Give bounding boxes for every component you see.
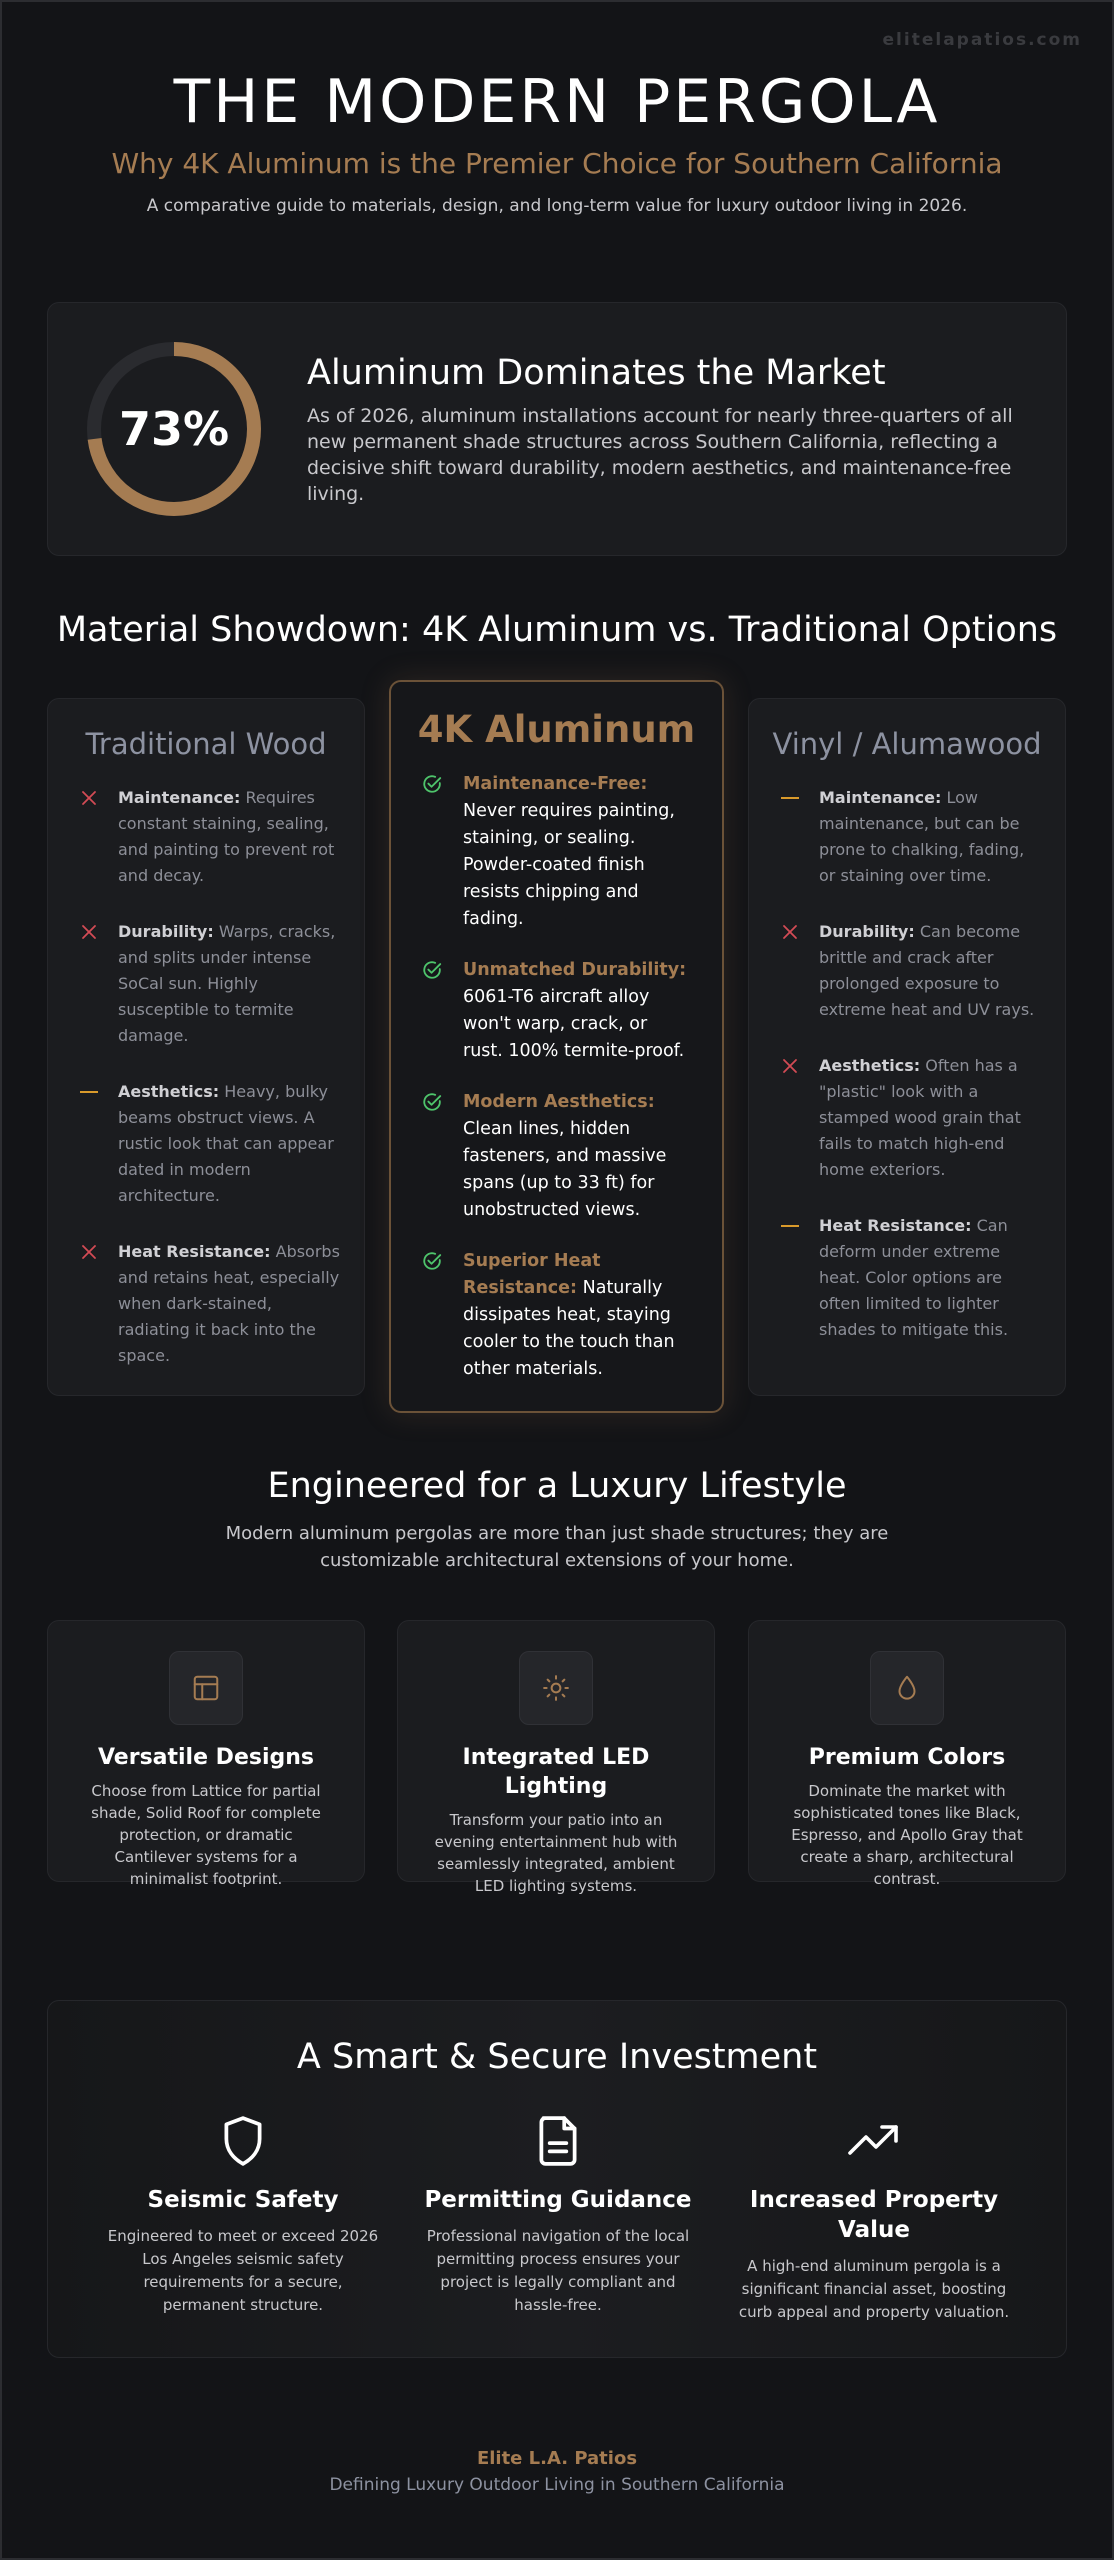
page-intro: A comparative guide to materials, design, and long-term value for luxury outdoor living in 2026.	[146, 196, 968, 216]
comparison-item-text: Requires constant staining, sealing, and painting to prevent rot and decay.	[118, 788, 335, 885]
comparison-item	[48, 1079, 364, 1209]
comparison-item	[749, 1053, 1065, 1183]
comparison-item-label: Maintenance:	[819, 788, 942, 807]
market-share-label: 73%	[118, 402, 230, 456]
investment-item-text: Professional navigation of the local permitting process ensures your project is legally compliant and hassle-free.	[426, 2227, 690, 2314]
comparison-item	[749, 1213, 1065, 1343]
shield-icon	[93, 2111, 393, 2171]
sun-icon	[519, 1651, 593, 1725]
feature-card-colors	[748, 1620, 1066, 1888]
trending-up-icon	[724, 2111, 1024, 2171]
footer-tagline: Defining Luxury Outdoor Living in Southern California	[329, 2475, 785, 2495]
investment-title: A Smart & Secure Investment	[296, 2037, 818, 2077]
comparison-item-label: Durability:	[819, 922, 915, 941]
comparison-item-label: Unmatched Durability:	[463, 960, 687, 980]
comparison-item-label: Heat Resistance:	[819, 1216, 972, 1235]
investment-property-value	[724, 2111, 1024, 2324]
comparison-item-text: Heavy, bulky beams obstruct views. A rustic look that can appear dated in modern architecture.	[118, 1082, 334, 1205]
feature-text: Dominate the market with sophisticated tones like Black, Espresso, and Apollo Gray that create a sharp, architectural contrast.	[791, 1782, 1023, 1888]
investment-item-title: Permitting Guidance	[424, 2187, 692, 2213]
vinyl-card-title: Vinyl / Alumawood	[772, 727, 1042, 761]
feature-card-lighting	[397, 1620, 715, 1895]
comparison-item-text: Absorbs and retains heat, especially when dark-stained, radiating it back into the space.	[118, 1242, 340, 1365]
aluminum-card	[389, 680, 724, 1413]
feature-text: Choose from Lattice for partial shade, Solid Roof for complete protection, or dramatic Cantilever systems for a minimalist footprint.	[91, 1782, 321, 1888]
dash-icon	[779, 785, 801, 811]
investment-permitting	[408, 2111, 708, 2317]
comparison-item	[48, 785, 364, 889]
cross-icon	[779, 919, 801, 945]
aluminum-card-title: 4K Aluminum	[417, 708, 696, 751]
comparison-item-text: Low maintenance, but can be prone to chalking, fading, or staining over time.	[819, 788, 1025, 885]
stat-body: As of 2026, aluminum installations account for nearly three-quarters of all new permanent shade structures across Southern California, reflecting a decisive shift toward durability, modern aesthetics, and maintenance-free living.	[307, 405, 1013, 505]
footer-brand: Elite L.A. Patios	[476, 2448, 638, 2469]
site-domain: elitelapatios.com	[882, 30, 1082, 50]
comparison-item-text: Can deform under extreme heat. Color options are often limited to lighter shades to mitigate this.	[819, 1216, 1009, 1339]
feature-title: Premium Colors	[808, 1745, 1006, 1770]
comparison-item-label: Modern Aesthetics:	[463, 1092, 655, 1112]
comparison-item-label: Aesthetics:	[819, 1056, 921, 1075]
page-subtitle: Why 4K Aluminum is the Premier Choice for Southern California	[111, 147, 1003, 180]
investment-seismic	[93, 2111, 393, 2317]
lifestyle-subtitle: Modern aluminum pergolas are more than just shade structures; they are customizable architectural extensions of your home.	[225, 1523, 889, 1571]
page-title: THE MODERN PERGOLA	[173, 67, 941, 137]
cross-icon	[78, 919, 100, 945]
page-footer	[0, 2448, 1114, 2495]
comparison-item	[391, 1248, 722, 1383]
cross-icon	[78, 785, 100, 811]
feature-card-designs	[47, 1620, 365, 1888]
investment-item-title: Increased Property Value	[749, 2187, 999, 2243]
comparison-item	[391, 957, 722, 1065]
showdown-title: Material Showdown: 4K Aluminum vs. Traditional Options	[56, 610, 1058, 650]
hero-header	[0, 62, 1114, 216]
droplet-icon	[870, 1651, 944, 1725]
cross-icon	[779, 1053, 801, 1079]
check-circle-icon	[421, 957, 443, 983]
comparison-item-text: 6061-T6 aircraft alloy won't warp, crack, or rust. 100% termite-proof.	[463, 987, 685, 1061]
dash-icon	[779, 1213, 801, 1239]
vinyl-items	[749, 785, 1065, 1343]
comparison-item	[48, 1239, 364, 1369]
investment-item-text: A high-end aluminum pergola is a significant financial asset, boosting curb appeal and property valuation.	[738, 2257, 1010, 2321]
lifestyle-title: Engineered for a Luxury Lifestyle	[267, 1466, 847, 1506]
comparison-item	[391, 1089, 722, 1224]
comparison-item-label: Superior Heat Resistance:	[463, 1251, 601, 1298]
comparison-item-text: Often has a "plastic" look with a stamped wood grain that fails to match high-end home exteriors.	[819, 1056, 1021, 1179]
feature-title: Versatile Designs	[97, 1745, 315, 1770]
document-icon	[408, 2111, 708, 2171]
comparison-item-text: Never requires painting, staining, or sealing. Powder-coated finish resists chipping and fading.	[463, 801, 675, 929]
market-stat-card	[47, 302, 1067, 556]
check-circle-icon	[421, 1089, 443, 1115]
comparison-item	[391, 771, 722, 933]
stat-heading: Aluminum Dominates the Market	[307, 353, 886, 393]
investment-section	[47, 2000, 1067, 2358]
comparison-item-label: Aesthetics:	[118, 1082, 220, 1101]
comparison-item-label: Heat Resistance:	[118, 1242, 271, 1261]
comparison-item-text: Warps, cracks, and splits under intense SoCal sun. Highly susceptible to termite damage.	[118, 922, 336, 1045]
check-circle-icon	[421, 771, 443, 797]
feature-text: Transform your patio into an evening entertainment hub with seamlessly integrated, ambient LED lighting systems.	[434, 1811, 678, 1895]
comparison-item	[749, 919, 1065, 1023]
vinyl-card	[748, 698, 1066, 1396]
comparison-item-label: Durability:	[118, 922, 214, 941]
comparison-item-label: Maintenance:	[118, 788, 241, 807]
comparison-item-label: Maintenance-Free:	[463, 774, 648, 794]
wood-card	[47, 698, 365, 1396]
investment-item-title: Seismic Safety	[147, 2187, 339, 2213]
comparison-item-text: Naturally dissipates heat, staying cooler to the touch than other materials.	[463, 1278, 675, 1379]
comparison-item	[749, 785, 1065, 889]
layout-icon	[169, 1651, 243, 1725]
dash-icon	[78, 1079, 100, 1105]
cross-icon	[78, 1239, 100, 1265]
comparison-item	[48, 919, 364, 1049]
wood-items	[48, 785, 364, 1369]
comparison-item-text: Can become brittle and crack after prolonged exposure to extreme heat and UV rays.	[819, 922, 1035, 1019]
investment-item-text: Engineered to meet or exceed 2026 Los Angeles seismic safety requirements for a secure, permanent structure.	[107, 2227, 379, 2314]
feature-title: Integrated LED Lighting	[462, 1745, 650, 1799]
comparison-item-text: Clean lines, hidden fasteners, and massive spans (up to 33 ft) for unobstructed views.	[463, 1119, 667, 1220]
stat-text	[307, 351, 1027, 507]
aluminum-items	[391, 771, 722, 1383]
check-circle-icon	[421, 1248, 443, 1274]
wood-card-title: Traditional Wood	[85, 727, 327, 761]
